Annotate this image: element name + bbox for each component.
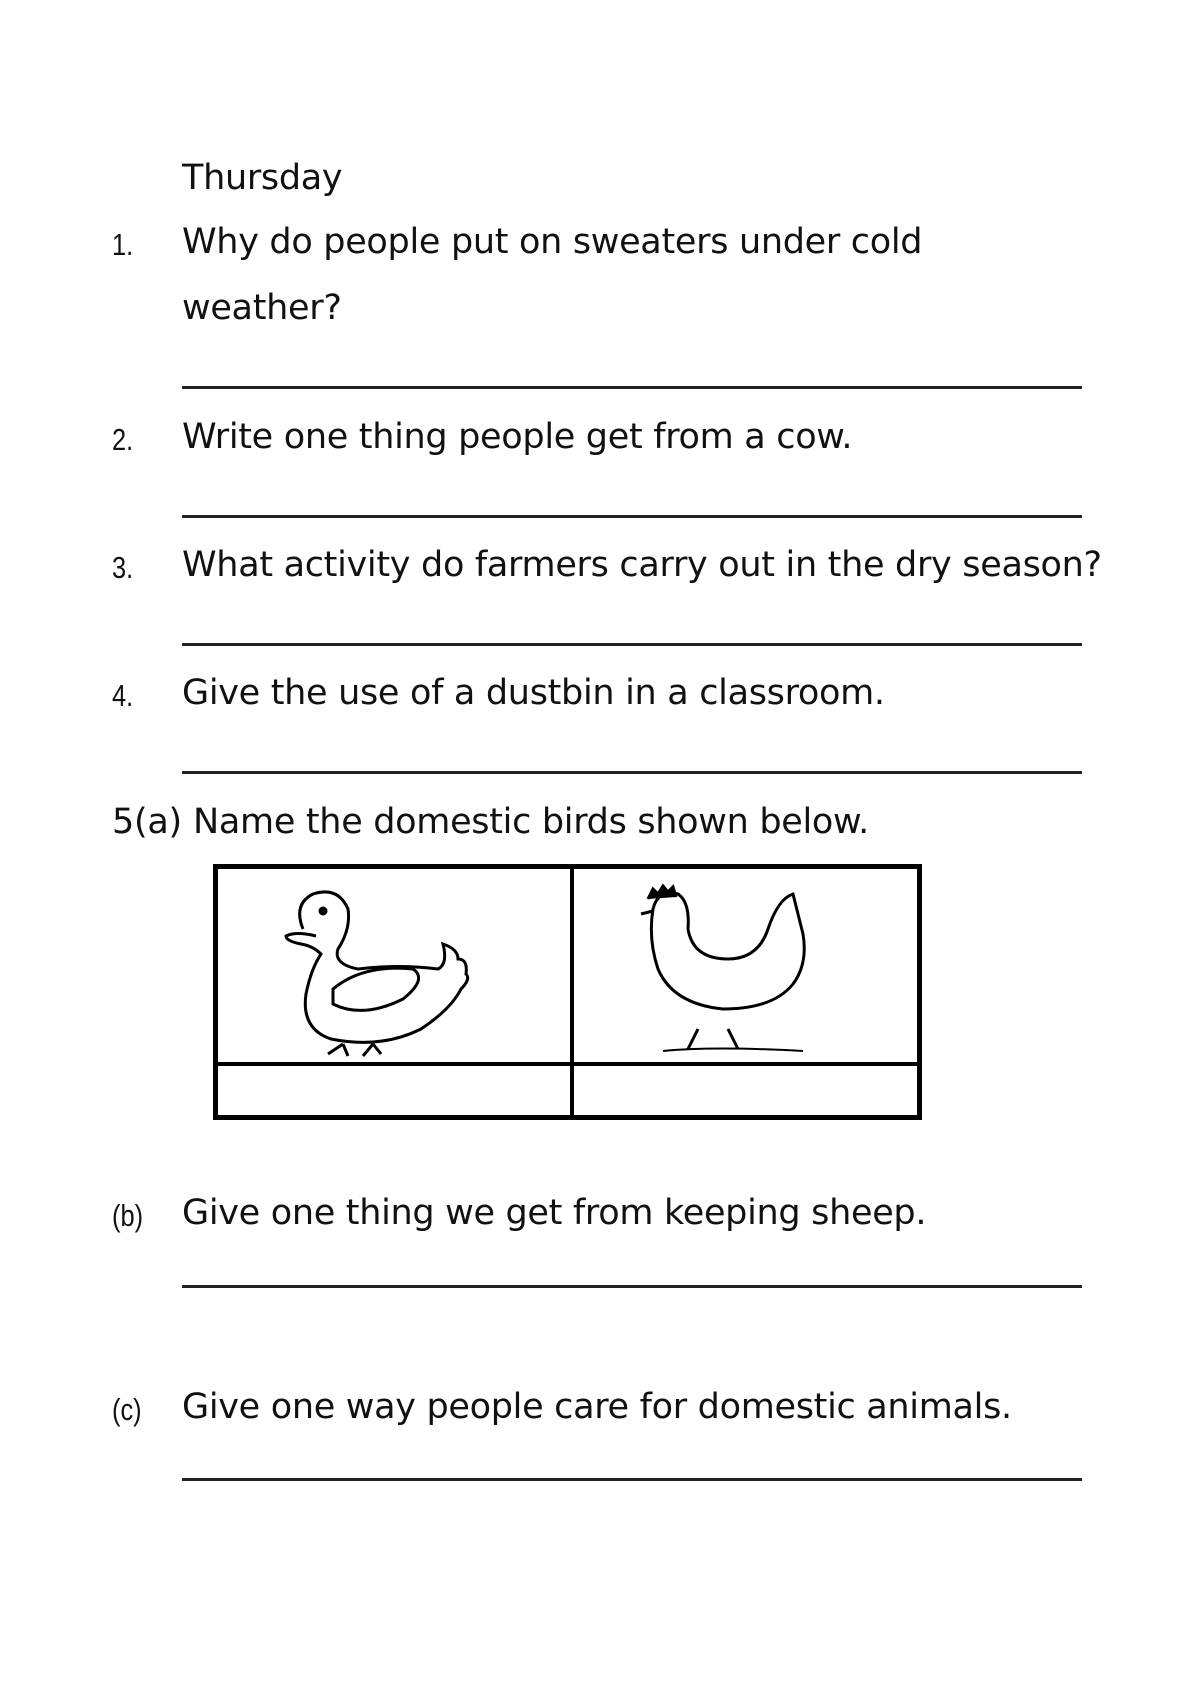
answer-line-2[interactable]	[182, 515, 1082, 518]
hen-icon	[623, 879, 843, 1059]
birds-table	[213, 864, 922, 1120]
duck-icon	[263, 889, 483, 1059]
table-divider-horizontal	[218, 1062, 917, 1066]
question-5c-text: Give one way people care for domestic animals.	[182, 1387, 1012, 1427]
answer-line-4[interactable]	[182, 771, 1082, 774]
question-5c-number: (c)	[112, 1392, 142, 1427]
question-5b-text: Give one thing we get from keeping sheep.	[182, 1193, 927, 1233]
answer-line-5b[interactable]	[182, 1285, 1082, 1288]
question-3-number: 3.	[112, 550, 134, 585]
question-1-number: 1.	[112, 227, 134, 262]
question-5a-number: 5(a)	[112, 802, 182, 842]
question-1-text-cont: weather?	[182, 288, 342, 328]
day-heading: Thursday	[182, 158, 343, 198]
question-2-text: Write one thing people get from a cow.	[182, 417, 853, 457]
question-1-text: Why do people put on sweaters under cold	[182, 222, 923, 262]
answer-line-3[interactable]	[182, 643, 1082, 646]
question-5a-text: Name the domestic birds shown below.	[193, 802, 869, 842]
question-5b-number: (b)	[112, 1198, 144, 1233]
question-4-text: Give the use of a dustbin in a classroom.	[182, 673, 885, 713]
answer-line-1[interactable]	[182, 386, 1082, 389]
answer-line-5c[interactable]	[182, 1478, 1082, 1481]
question-2-number: 2.	[112, 422, 134, 457]
table-divider-vertical	[570, 869, 574, 1115]
question-4-number: 4.	[112, 678, 134, 713]
question-3-text: What activity do farmers carry out in the dry season?	[182, 545, 1102, 585]
